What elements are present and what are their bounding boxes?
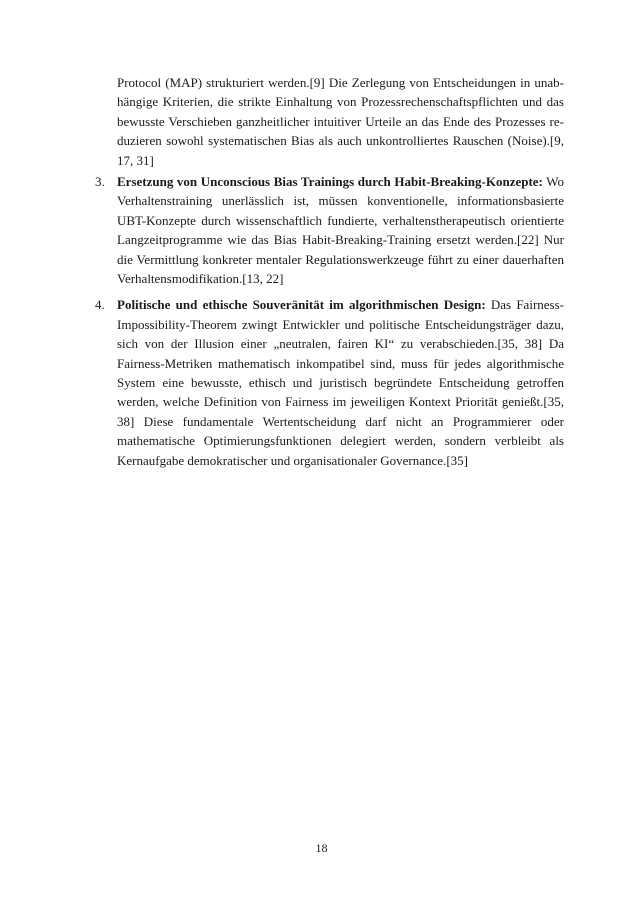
page-number: 18 (315, 841, 328, 855)
list-item-number: 3. (95, 174, 105, 189)
list-item-heading: Politische und ethische Souveränität im algorithmischen Design: (117, 297, 486, 313)
continuation-line: 17, 31] (117, 152, 154, 168)
list-item-heading: Ersetzung von Unconscious Bias Trainings durch Habit-Breaking-Konzepte: (117, 174, 543, 189)
continuation-line: duzieren sowohl systematischen Bias als auch unkontrolliertes Rauschen (Noise).[9, (117, 133, 564, 149)
continuation-line: Protocol (MAP) strukturiert werden.[9] Die Zerlegung von Entscheidungen in unab- (117, 75, 564, 90)
list-item-body: Das Fairness-Impossibility-Theorem zwingt Entwickler und politische Entscheidungsträger dazu, sich von der Illusion einer „neutralen, fairen KI“ zu verabschieden.[35, 38] Da Fairness-Metriken mathematisch inkompatibel sind, muss für jedes algorithmische System eine bewusste, ethisch und juristisch begründete Entscheidung getroffen werden, welche Definition von Fairness im jeweiligen Kontext Priorität genießt.[35, 38] Diese fundamentale Wertentscheidung darf nicht an Programmierer oder mathematische Optimierungsfunktionen delegiert werden, sondern verbleibt als Kernaufgabe demokratischer und organisationaler Governance.[35] (117, 297, 564, 468)
continuation-paragraph (117, 73, 564, 170)
list-item-number: 4. (95, 297, 105, 313)
continuation-line: bewusste Verschieben ganzheitlicher intuitiver Urteile an das Ende des Prozesses re- (117, 113, 564, 129)
continuation-line: hängige Kriterien, die strikte Einhaltung von Prozessrechenschaftspflichten und das (117, 94, 564, 110)
recommendation-list (95, 172, 564, 477)
list-item (95, 295, 564, 470)
list-item-body: Wo Verhaltenstraining unerlässlich ist, müssen konventionelle, informationsbasierte UBT-Konzepte durch wissenschaftlich fundierte, verhaltenstherapeutisch orientierte Langzeitprogramme wie das Bias Habit-Breaking-Training ersetzt werden.[22] Nur die Vermittlung konkreter mentaler Regulationswerkzeuge führt zu einer dauerhaften Verhaltensmodifikation.[13, 22] (117, 174, 564, 287)
list-item (95, 172, 564, 288)
